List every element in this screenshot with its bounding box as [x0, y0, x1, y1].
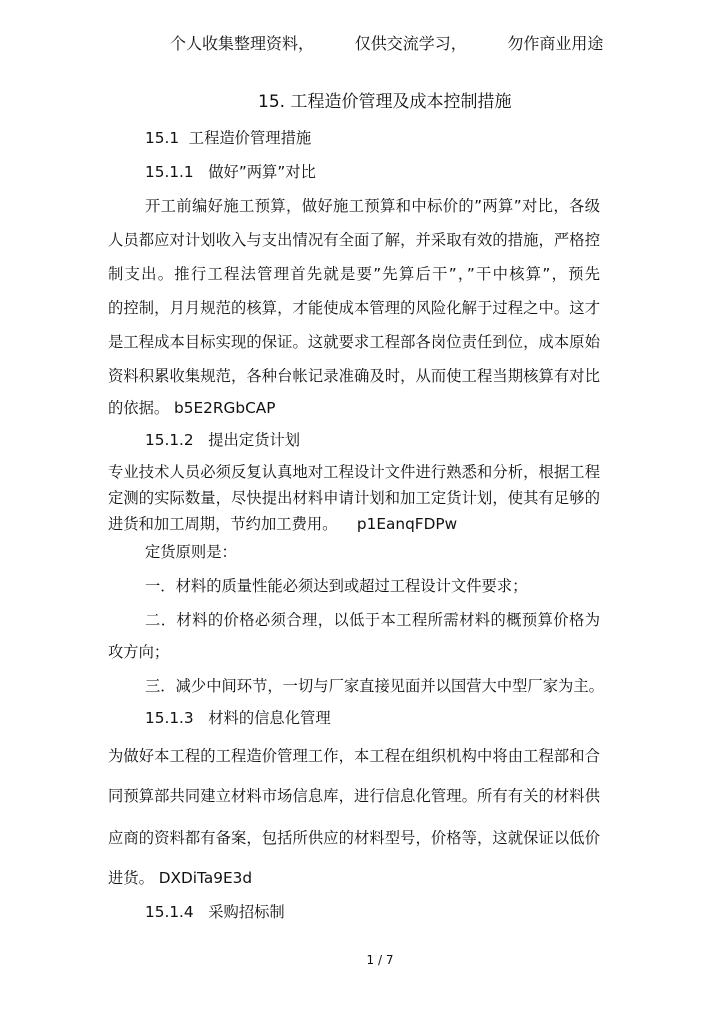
paragraph-line: 是工程成本目标实现的保证。这就要求工程部各岗位责任到位，成本原始 — [108, 333, 600, 351]
paragraph-line: 开工前编好施工预算，做好施工预算和中标价的”两算”对比，各级 — [145, 197, 600, 215]
principle-item: 一．材料的质量性能必须达到或超过工程设计文件要求； — [145, 577, 528, 595]
paragraph-line: 进货。 DXDiTa9E3d — [108, 869, 253, 887]
page-header-note: 个人收集整理资料， 仅供交流学习， 勿作商业用途 — [170, 34, 604, 53]
subsection-heading-15-1-1: 15.1.1 做好”两算”对比 — [145, 163, 316, 181]
paragraph-line: 的依据。 b5E2RGbCAP — [108, 399, 276, 417]
subsection-heading-15-1-2: 15.1.2 提出定货计划 — [145, 431, 301, 449]
page-number: 1 / 7 — [366, 953, 394, 967]
page-title: 15. 工程造价管理及成本控制措施 — [258, 92, 512, 112]
paragraph-line: 同预算部共同建立材料市场信息库，进行信息化管理。所有有关的材料供 — [108, 787, 600, 805]
subsection-heading-15-1-3: 15.1.3 材料的信息化管理 — [145, 709, 331, 727]
principle-intro: 定货原则是： — [145, 543, 237, 561]
principle-item: 三．减少中间环节，一切与厂家直接见面并以国营大中型厂家为主。 — [145, 677, 604, 695]
paragraph-line: 人员都应对计划收入与支出情况有全面了解，并采取有效的措施，严格控 — [108, 231, 600, 249]
subsection-heading-15-1-4: 15.1.4 采购招标制 — [145, 903, 285, 921]
principle-item: 二．材料的价格必须合理，以低于本工程所需材料的概预算价格为 — [145, 611, 600, 629]
paragraph-line: 的控制，月月规范的核算，才能使成本管理的风险化解于过程之中。这才 — [108, 299, 600, 317]
paragraph-line: 进货和加工周期，节约加工费用。 p1EanqFDPw — [108, 515, 458, 533]
paragraph-line: 资料积累收集规范，各种台帐记录准确及时，从而使工程当期核算有对比 — [108, 367, 600, 385]
principle-item-continued: 攻方向； — [108, 643, 170, 661]
paragraph-line: 制支出。推行工程法管理首先就是要”先算后干”，”干中核算”，预先 — [108, 265, 600, 283]
paragraph-line: 为做好本工程的工程造价管理工作，本工程在组织机构中将由工程部和合 — [108, 747, 600, 765]
section-heading-15-1: 15.1 工程造价管理措施 — [145, 129, 312, 147]
paragraph-line: 定测的实际数量，尽快提出材料申请计划和加工定货计划，使其有足够的 — [108, 489, 600, 507]
paragraph-line: 应商的资料都有备案，包括所供应的材料型号，价格等，这就保证以低价 — [108, 829, 600, 847]
paragraph-line: 专业技术人员必须反复认真地对工程设计文件进行熟悉和分析，根据工程 — [108, 463, 600, 481]
